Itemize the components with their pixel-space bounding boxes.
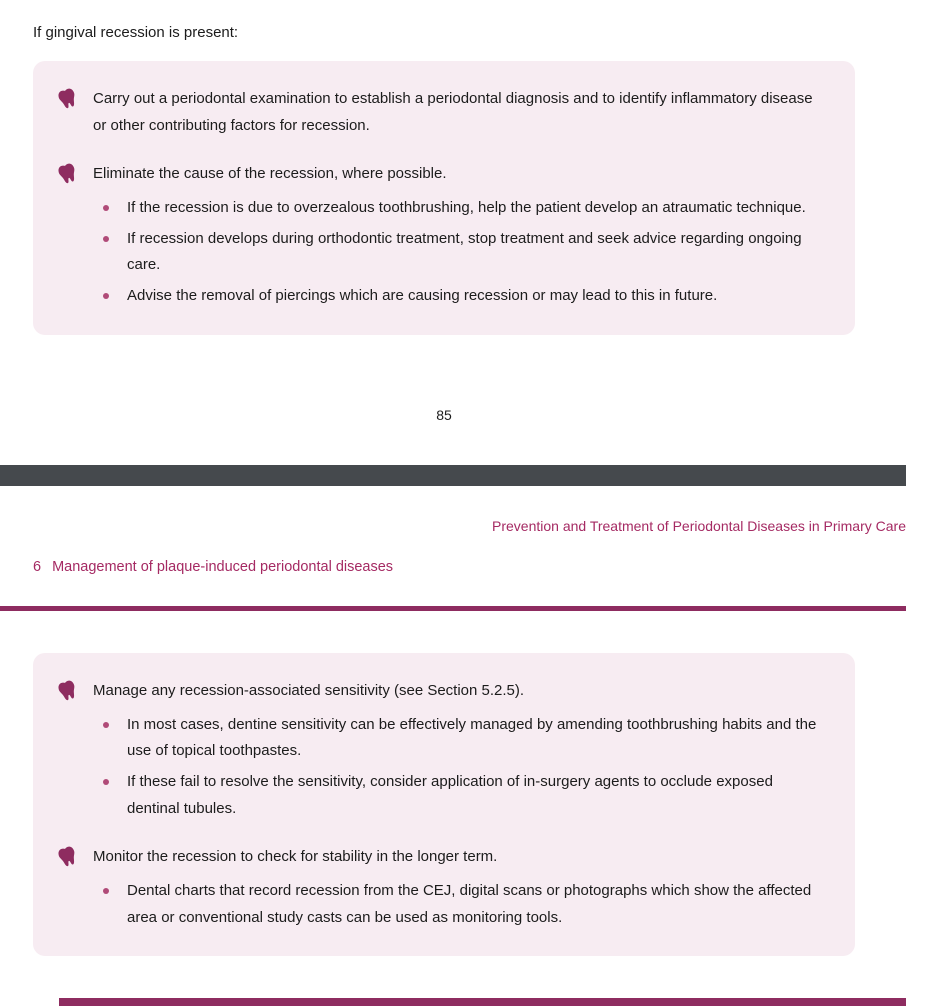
document-page-2 xyxy=(0,518,930,957)
section-number: 6 xyxy=(33,558,42,575)
guidance-box-sensitivity xyxy=(33,653,855,957)
guidance-item-body xyxy=(93,86,827,139)
guidance-item-text: Carry out a periodontal examination to establish a periodontal diagnosis and to identify inflammatory disease or other contributing factors for recession. xyxy=(93,90,813,134)
dot-icon xyxy=(103,205,109,211)
running-header: Prevention and Treatment of Periodontal Diseases in Primary Care xyxy=(492,517,906,534)
list-item xyxy=(103,769,827,822)
list-item xyxy=(103,283,827,310)
list-item xyxy=(103,878,827,931)
section-divider-rule xyxy=(0,606,906,611)
document-page-1 xyxy=(0,24,930,423)
guidance-item xyxy=(57,844,827,931)
guidance-item xyxy=(57,678,827,822)
sub-bullet-text: Dental charts that record recession from the CEJ, digital scans or photographs which show the affected area or conventional study casts can be used as monitoring tools. xyxy=(127,881,812,926)
tooth-icon xyxy=(57,680,78,701)
dot-icon xyxy=(103,236,109,242)
guidance-item xyxy=(57,161,827,309)
guidance-item xyxy=(57,86,827,139)
dot-icon xyxy=(103,888,109,894)
sub-bullet-text: Advise the removal of piercings which are causing recession or may lead to this in future. xyxy=(127,287,718,305)
tooth-icon xyxy=(57,88,78,109)
sub-bullet-text: If recession develops during orthodontic treatment, stop treatment and seek advice regarding ongoing care. xyxy=(127,229,802,274)
guidance-item-text: Manage any recession-associated sensitivity (see Section 5.2.5). xyxy=(93,681,525,699)
sub-bullet-list xyxy=(103,712,827,823)
tooth-icon xyxy=(57,846,78,867)
tooth-icon xyxy=(57,163,78,184)
footer-accent-bar xyxy=(59,998,906,1006)
intro-text: If gingival recession is present: xyxy=(33,24,239,41)
list-item xyxy=(103,712,827,765)
sub-bullet-list xyxy=(103,195,827,310)
guidance-item-body xyxy=(93,161,827,309)
list-item xyxy=(103,226,827,279)
page-separator-bar xyxy=(0,465,906,486)
guidance-item-body xyxy=(93,844,827,931)
section-title: Management of plaque-induced periodontal diseases xyxy=(52,558,394,575)
guidance-item-body xyxy=(93,678,827,822)
page-number: 85 xyxy=(436,406,452,423)
dot-icon xyxy=(103,722,109,728)
sub-bullet-list xyxy=(103,878,827,931)
list-item xyxy=(103,195,827,222)
guidance-item-text: Monitor the recession to check for stability in the longer term. xyxy=(93,848,498,866)
sub-bullet-text: If these fail to resolve the sensitivity, consider application of in-surgery agents to occlude exposed dentinal tubules. xyxy=(127,772,773,817)
sub-bullet-text: If the recession is due to overzealous toothbrushing, help the patient develop an atraumatic technique. xyxy=(127,199,806,217)
dot-icon xyxy=(103,779,109,785)
dot-icon xyxy=(103,293,109,299)
guidance-item-text: Eliminate the cause of the recession, where possible. xyxy=(93,165,447,183)
section-header xyxy=(33,559,930,575)
guidance-box-recession xyxy=(33,61,855,335)
sub-bullet-text: In most cases, dentine sensitivity can be effectively managed by amending toothbrushing habits and the use of topical toothpastes. xyxy=(127,715,817,760)
